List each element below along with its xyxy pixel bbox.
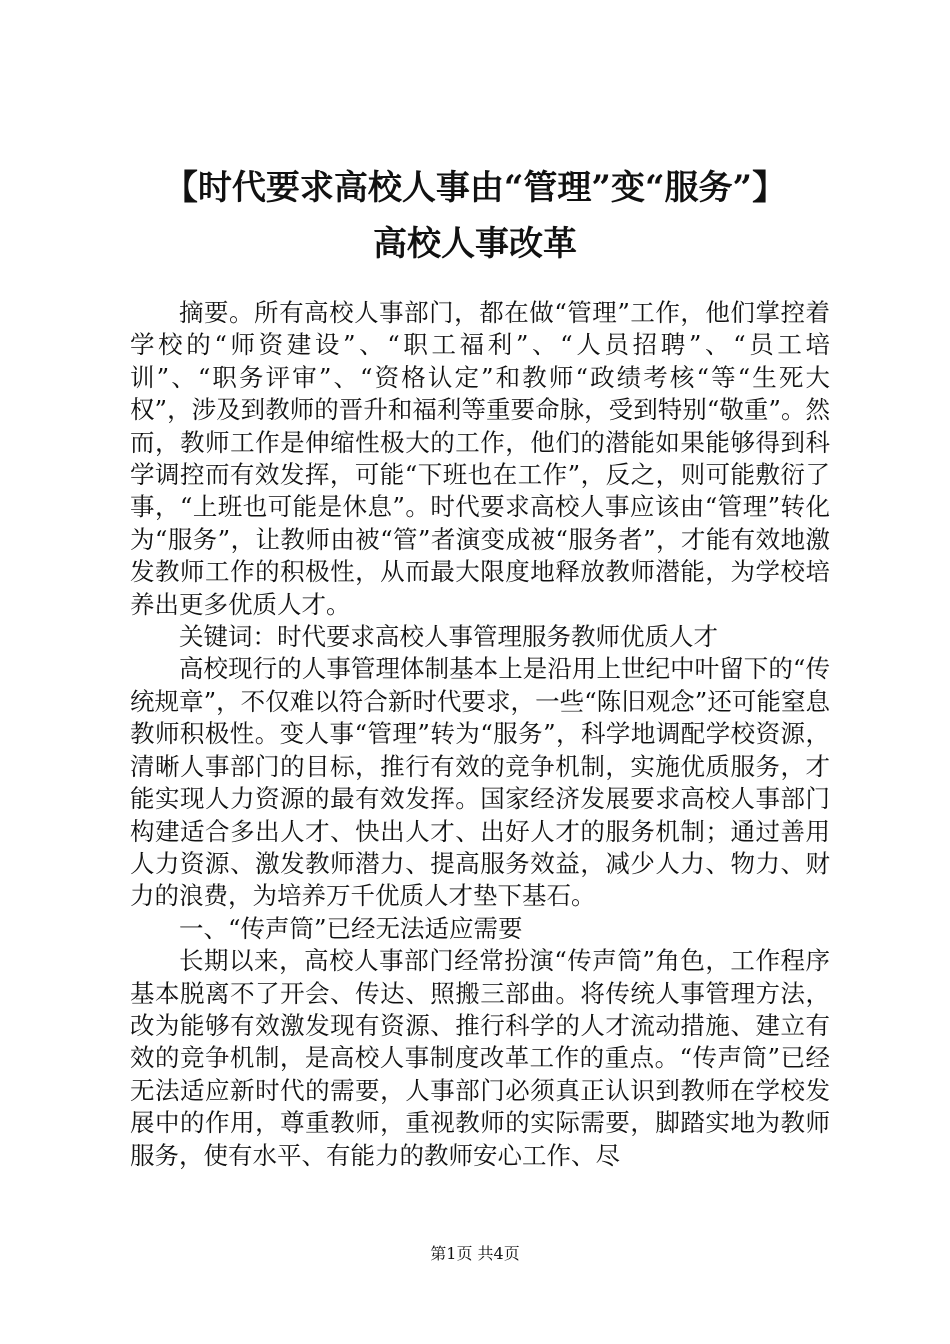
document-title-line-2: 高校人事改革 — [373, 224, 577, 264]
section-heading: 一、“传声筒”已经无法适应需要 — [179, 913, 523, 943]
body-paragraph: 高校现行的人事管理体制基本上是沿用上世纪中叶留下的“传统规章”，不仅难以符合新时代要求，一些“陈旧观念”还可能窒息教师积极性。变人事“管理”转为“服务”，科学地调配学校资源，清晰人事部门的目标，推行有效的竞争机制，实施优质服务，才能实现人力资源的最有效发挥。国家经济发展要求高校人事部门构建适合多出人才、快出人才、出好人才的服务机制；通过善用人力资源、激发教师潜力、提高服务效益，减少人力、物力、财力的浪费，为培养万千优质人才垫下基石。 — [130, 654, 830, 911]
document-title-line-1: 【时代要求高校人事由“管理”变“服务”】 — [163, 168, 787, 208]
keywords-paragraph: 关键词：时代要求高校人事管理服务教师优质人才 — [179, 622, 718, 652]
page-footer: 第1页 共4页 — [430, 1244, 520, 1263]
document-body — [130, 297, 830, 1172]
abstract-paragraph: 摘要。所有高校人事部门，都在做“管理”工作，他们掌控着学校的“师资建设”、“职工福利”、“人员招聘”、“员工培训”、“职务评审”、“资格认定”和教师“政绩考核“等“生死大权”，涉及到教师的晋升和福利等重要命脉，受到特别“敬重”。然而，教师工作是伸缩性极大的工作，他们的潜能如果能够得到科学调控而有效发挥，可能“下班也在工作”，反之，则可能敷衍了事，“上班也可能是休息”。时代要求高校人事应该由“管理”转化为“服务”，让教师由被“管”者演变成被“服务者”，才能有效地激发教师工作的积极性，从而最大限度地释放教师潜能，为学校培养出更多优质人才。 — [130, 298, 830, 619]
body-paragraph: 长期以来，高校人事部门经常扮演“传声筒”角色，工作程序基本脱离不了开会、传达、照搬三部曲。将传统人事管理方法，改为能够有效激发现有资源、推行科学的人才流动措施、建立有效的竞争机制，是高校人事制度改革工作的重点。“传声筒”已经无法适应新时代的需要，人事部门必须真正认识到教师在学校发展中的作用，尊重教师，重视教师的实际需要，脚踏实地为教师服务，使有水平、有能力的教师安心工作、尽 — [130, 946, 830, 1170]
